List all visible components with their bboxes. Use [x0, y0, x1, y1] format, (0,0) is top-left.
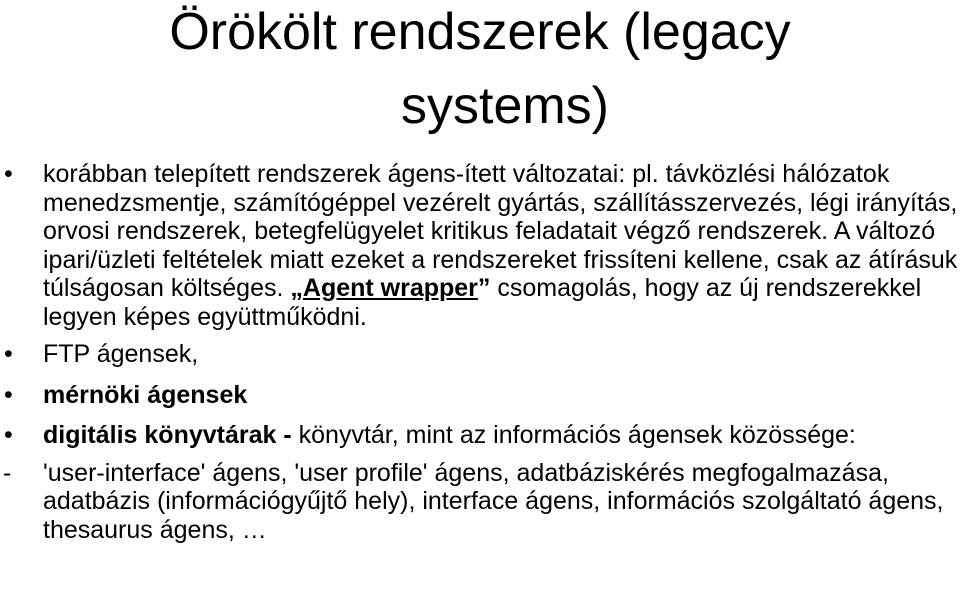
- bullet-text: FTP ágensek,: [43, 340, 199, 368]
- bullet-marker: •: [4, 380, 13, 409]
- bullet-ftp-agents: [0, 340, 960, 369]
- bullet-marker: •: [4, 160, 13, 188]
- bullet-legacy-systems: [0, 160, 960, 331]
- quote-close: ”: [477, 274, 491, 302]
- bullet-marker: •: [4, 340, 13, 368]
- bullet-text: korábban telepített rendszerek ágens-ített változatai: pl. távközlési hálózatok menedzsmentje, számítógéppel vezérelt gyártás, szállításszervezés, légi irányítás, orvosi rendszerek, betegfelügyelet kritikus feladatait végző rendszerek. A változó ipari/üzleti feltételek miatt ezeket a rendszereket frissíteni kellene, csak az átírásuk túlságosan költséges.: [43, 160, 958, 302]
- bullet-text: mérnöki ágensek: [43, 380, 248, 409]
- agent-wrapper-term: Agent wrapper: [302, 274, 478, 302]
- dash-marker: -: [3, 458, 12, 487]
- dash-item-agent-types: [0, 459, 960, 545]
- bullet-list: [0, 160, 960, 544]
- title-line-1: Örökölt rendszerek (legacy: [169, 3, 791, 61]
- title-line-2: systems): [401, 77, 609, 135]
- bullet-engineering-agents: [0, 381, 960, 410]
- quote-open: „: [283, 274, 303, 302]
- bullet-text: könyvtár, mint az információs ágensek közössége:: [291, 421, 856, 449]
- bullet-marker: •: [4, 421, 13, 449]
- bullet-digital-libraries: [0, 421, 960, 450]
- bullet-text-continued: csomagolás, hogy az új rendszerekkel legyen képes együttműködni.: [43, 274, 922, 331]
- digital-libraries-term: digitális könyvtárak -: [43, 421, 292, 449]
- dash-item-text: 'user-interface' ágens, 'user profile' ágens, adatbáziskérés megfogalmazása, adatbázis (információgyűjtő hely), interface ágens, információs szolgáltató ágens, thesaurus ágens, …: [43, 458, 944, 544]
